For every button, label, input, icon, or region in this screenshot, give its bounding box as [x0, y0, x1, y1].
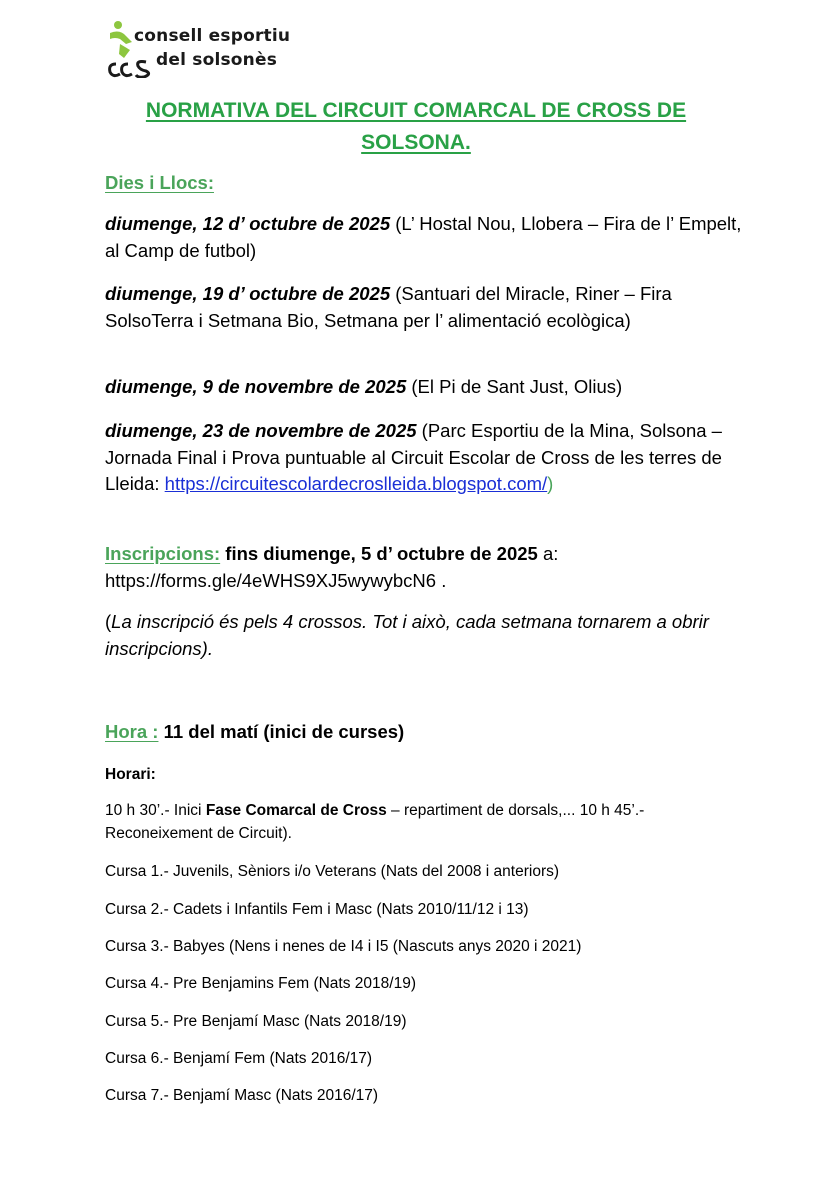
page-title-line-2: SOLSONA.	[361, 131, 471, 154]
cursa-3: Cursa 3.- Babyes (Nens i nenes de I4 i I5 (Nascuts anys 2020 i 2021)	[105, 938, 582, 955]
cursa-4: Cursa 4.- Pre Benjamins Fem (Nats 2018/19)	[105, 975, 416, 992]
event-1-date: diumenge, 12 d’ octubre de 2025	[105, 213, 391, 234]
event-3	[105, 374, 745, 401]
logo	[106, 20, 306, 78]
inscripcions-suffix: a:	[537, 543, 559, 564]
event-4-place: (Parc Esportiu de la Mina, Solsona – Jornada Final i Prova puntuable al Circuit Escolar de Cross de les terres de Lleida:	[105, 420, 722, 494]
event-4	[105, 418, 745, 498]
inscripcions-form-url[interactable]: https://forms.gle/4eWHS9XJ5wywybcN6 .	[105, 569, 447, 591]
horari-intro-start: 10 h 30’.- Inici	[105, 802, 206, 819]
page-title-line-1: NORMATIVA DEL CIRCUIT COMARCAL DE CROSS DE	[145, 99, 687, 122]
inscripcions-heading: Inscripcions:	[105, 543, 221, 564]
event-3-date: diumenge, 9 de novembre de 2025	[105, 376, 407, 397]
cursa-1: Cursa 1.- Juvenils, Sèniors i/o Veterans (Nats del 2008 i anteriors)	[105, 863, 560, 880]
logo-line-2: del solsonès	[156, 50, 278, 70]
horari-heading: Horari:	[105, 766, 156, 783]
cursa-5: Cursa 5.- Pre Benjamí Masc (Nats 2018/19)	[105, 1013, 407, 1030]
hora-value: 11 del matí (inici de curses)	[158, 721, 405, 742]
horari-intro-end: – repartiment de dorsals,... 10 h 45’.- Reconeixement de Circuit).	[105, 802, 645, 842]
inscripcions-note	[105, 609, 745, 662]
note-close-paren: ).	[201, 637, 213, 659]
dies-heading: Dies i Llocs:	[105, 172, 214, 193]
inscripcions-row	[105, 541, 745, 594]
note-open-paren: (	[105, 611, 112, 632]
event-1	[105, 211, 745, 264]
logo-line-1: consell esportiu	[134, 26, 291, 46]
inscripcions-deadline: fins diumenge, 5 d’ octubre de 2025	[220, 543, 538, 564]
cursa-6: Cursa 6.- Benjamí Fem (Nats 2016/17)	[105, 1050, 373, 1067]
event-2-place: (Santuari del Miracle, Riner – Fira SolsoTerra i Setmana Bio, Setmana per l’ alimentació ecològica)	[105, 283, 672, 331]
event-2-date: diumenge, 19 d’ octubre de 2025	[105, 283, 391, 304]
event-4-date: diumenge, 23 de novembre de 2025	[105, 420, 417, 441]
cursa-7: Cursa 7.- Benjamí Masc (Nats 2016/17)	[105, 1087, 379, 1104]
inscripcions-note-text: La inscripció és pels 4 crossos. Tot i això, cada setmana tornarem a obrir inscripcions	[105, 611, 709, 659]
cursa-2: Cursa 2.- Cadets i Infantils Fem i Masc (Nats 2010/11/12 i 13)	[105, 901, 529, 918]
event-1-place: (L’ Hostal Nou, Llobera – Fira de l’ Empelt, al Camp de futbol)	[105, 213, 742, 261]
event-3-place: (El Pi de Sant Just, Olius)	[406, 376, 623, 397]
event-4-close: )	[547, 473, 554, 494]
dies-heading-row	[105, 170, 745, 197]
horari-intro	[105, 799, 745, 845]
horari-intro-phase: Fase Comarcal de Cross	[205, 802, 387, 819]
blog-link[interactable]: https://circuitescolardecroslleida.blogspot.com/	[164, 473, 548, 494]
hora-row	[105, 719, 745, 746]
hora-heading: Hora :	[105, 721, 159, 742]
event-2	[105, 281, 745, 334]
